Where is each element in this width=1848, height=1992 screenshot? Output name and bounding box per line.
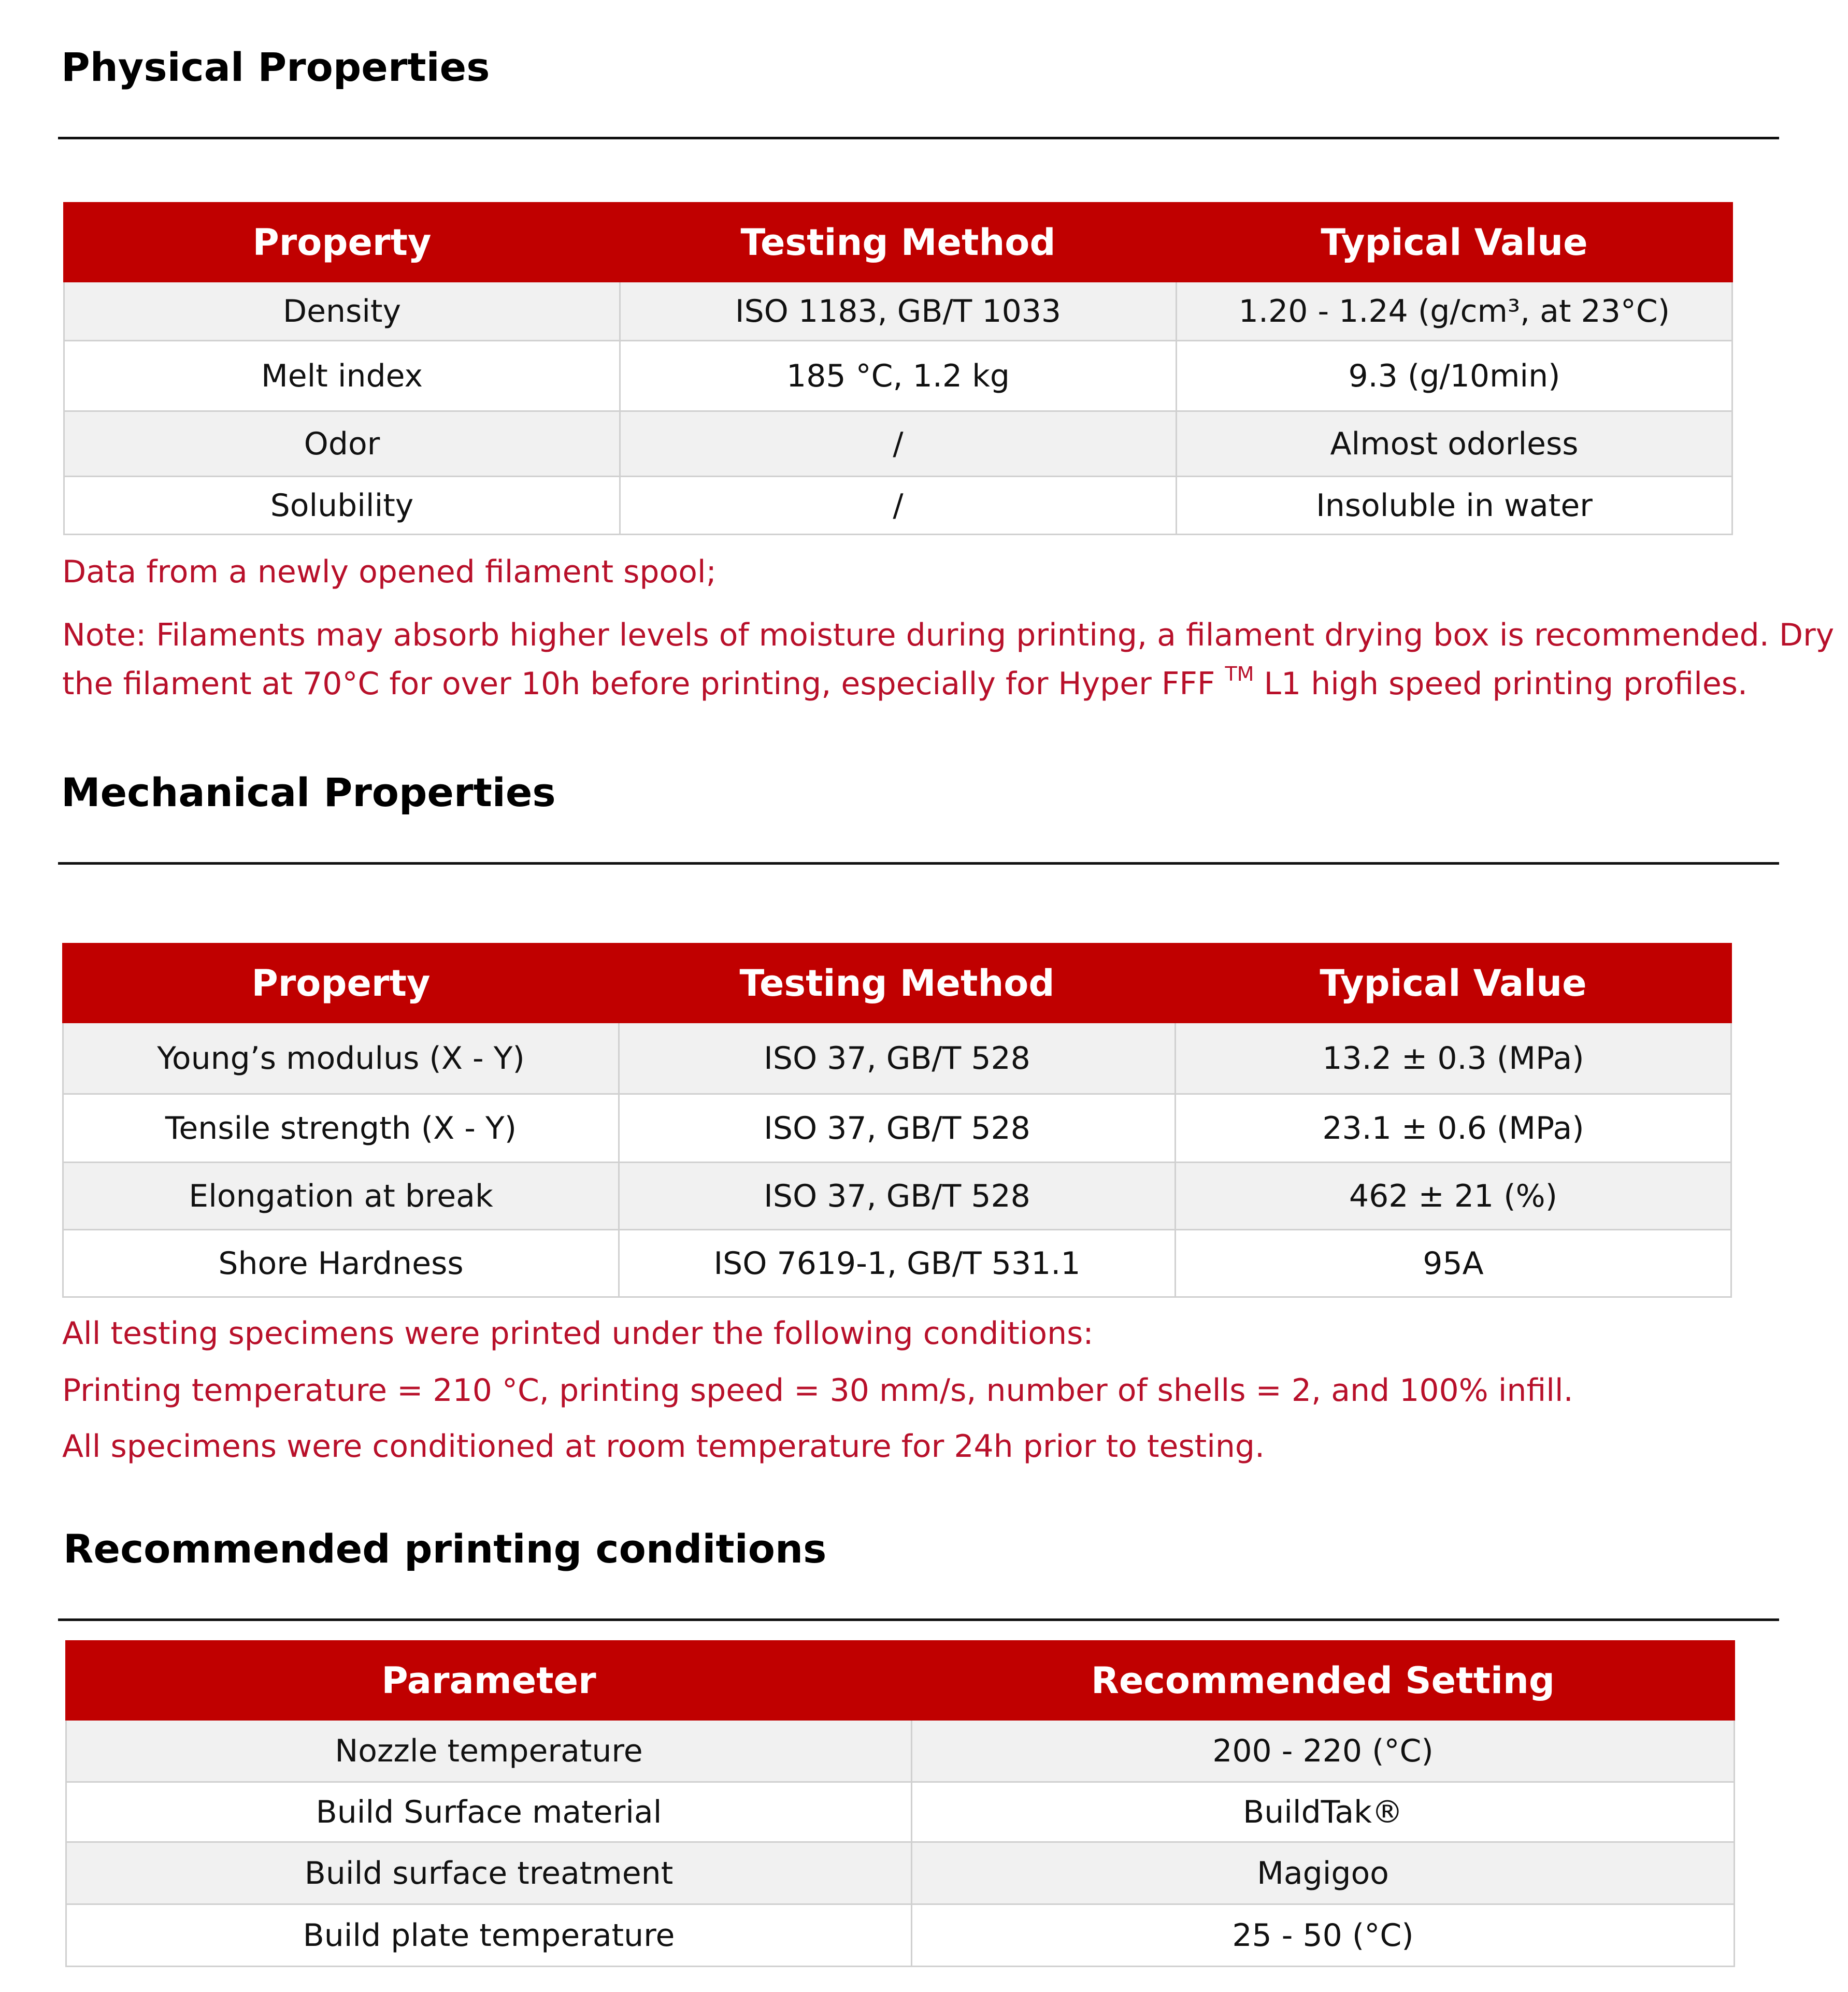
- table-row: [64, 477, 1732, 535]
- cell-value: 23.1 ± 0.6 (MPa): [1176, 1094, 1731, 1163]
- cell-property: Young’s modulus (X - Y): [63, 1023, 619, 1094]
- cell-method: /: [620, 411, 1177, 477]
- cell-property: Solubility: [64, 477, 620, 535]
- header-recommended-setting: Recommended Setting: [912, 1641, 1735, 1720]
- physical-properties-table: [63, 202, 1733, 535]
- table-row: [63, 1094, 1731, 1163]
- cell-property: Density: [64, 282, 620, 341]
- table-row: [64, 282, 1732, 341]
- cell-method: ISO 1183, GB/T 1033: [620, 282, 1177, 341]
- table-row: [66, 1782, 1735, 1842]
- header-testing-method: Testing Method: [619, 944, 1176, 1023]
- table-row: [66, 1720, 1735, 1782]
- mechanical-note-printing-params: Printing temperature = 210 °C, printing speed = 30 mm/s, number of shells = 2, and 100% infill.: [62, 1372, 1573, 1409]
- table-row: [64, 411, 1732, 477]
- header-property: Property: [64, 203, 620, 282]
- cell-setting: Magigoo: [912, 1842, 1735, 1904]
- cell-value: 1.20 - 1.24 (g/cm³, at 23°C): [1177, 282, 1732, 341]
- cell-setting: 200 - 220 (°C): [912, 1720, 1735, 1782]
- cell-value: 462 ± 21 (%): [1176, 1163, 1731, 1230]
- cell-value: Insoluble in water: [1177, 477, 1732, 535]
- header-testing-method: Testing Method: [620, 203, 1177, 282]
- mechanical-properties-table: [62, 943, 1732, 1298]
- cell-method: ISO 37, GB/T 528: [619, 1163, 1176, 1230]
- cell-parameter: Build plate temperature: [66, 1904, 912, 1967]
- mechanical-note-conditions: All testing specimens were printed under the following conditions:: [62, 1315, 1094, 1352]
- table-row: [63, 1023, 1731, 1094]
- cell-value: Almost odorless: [1177, 411, 1732, 477]
- cell-property: Tensile strength (X - Y): [63, 1094, 619, 1163]
- cell-setting: 25 - 50 (°C): [912, 1904, 1735, 1967]
- physical-note-moisture-line2: [62, 659, 1747, 709]
- cell-parameter: Build Surface material: [66, 1782, 912, 1842]
- physical-note-moisture-line1: Note: Filaments may absorb higher levels of moisture during printing, a filament drying box is recommended. Dry: [62, 617, 1835, 653]
- printing-conditions-title: Recommended printing conditions: [63, 1526, 827, 1572]
- section-divider: [58, 137, 1779, 139]
- mechanical-note-conditioning: All specimens were conditioned at room temperature for 24h prior to testing.: [62, 1428, 1265, 1465]
- cell-setting: BuildTak®: [912, 1782, 1735, 1842]
- mechanical-properties-title: Mechanical Properties: [61, 769, 556, 815]
- cell-value: 13.2 ± 0.3 (MPa): [1176, 1023, 1731, 1094]
- table-row: [63, 1163, 1731, 1230]
- cell-parameter: Build surface treatment: [66, 1842, 912, 1904]
- cell-property: Melt index: [64, 341, 620, 411]
- table-header-row: [66, 1641, 1735, 1720]
- table-row: [63, 1230, 1731, 1297]
- table-header-row: [64, 203, 1732, 282]
- table-row: [64, 341, 1732, 411]
- printing-conditions-table: [65, 1640, 1735, 1967]
- note-text: L1 high speed printing profiles.: [1254, 666, 1748, 702]
- header-typical-value: Typical Value: [1176, 944, 1731, 1023]
- table-header-row: [63, 944, 1731, 1023]
- section-divider: [58, 862, 1779, 865]
- trademark-superscript: TM: [1225, 663, 1254, 685]
- cell-property: Odor: [64, 411, 620, 477]
- header-parameter: Parameter: [66, 1641, 912, 1720]
- header-typical-value: Typical Value: [1177, 203, 1732, 282]
- physical-properties-title: Physical Properties: [61, 44, 490, 90]
- cell-method: 185 °C, 1.2 kg: [620, 341, 1177, 411]
- section-divider: [58, 1618, 1779, 1621]
- cell-value: 95A: [1176, 1230, 1731, 1297]
- note-text: the filament at 70°C for over 10h before printing, especially for Hyper FFF: [62, 666, 1225, 702]
- cell-value: 9.3 (g/10min): [1177, 341, 1732, 411]
- header-property: Property: [63, 944, 619, 1023]
- cell-method: ISO 37, GB/T 528: [619, 1094, 1176, 1163]
- cell-method: /: [620, 477, 1177, 535]
- cell-parameter: Nozzle temperature: [66, 1720, 912, 1782]
- cell-property: Shore Hardness: [63, 1230, 619, 1297]
- physical-note-source: Data from a newly opened filament spool;: [62, 554, 717, 590]
- table-row: [66, 1842, 1735, 1904]
- cell-property: Elongation at break: [63, 1163, 619, 1230]
- table-row: [66, 1904, 1735, 1967]
- cell-method: ISO 7619-1, GB/T 531.1: [619, 1230, 1176, 1297]
- cell-method: ISO 37, GB/T 528: [619, 1023, 1176, 1094]
